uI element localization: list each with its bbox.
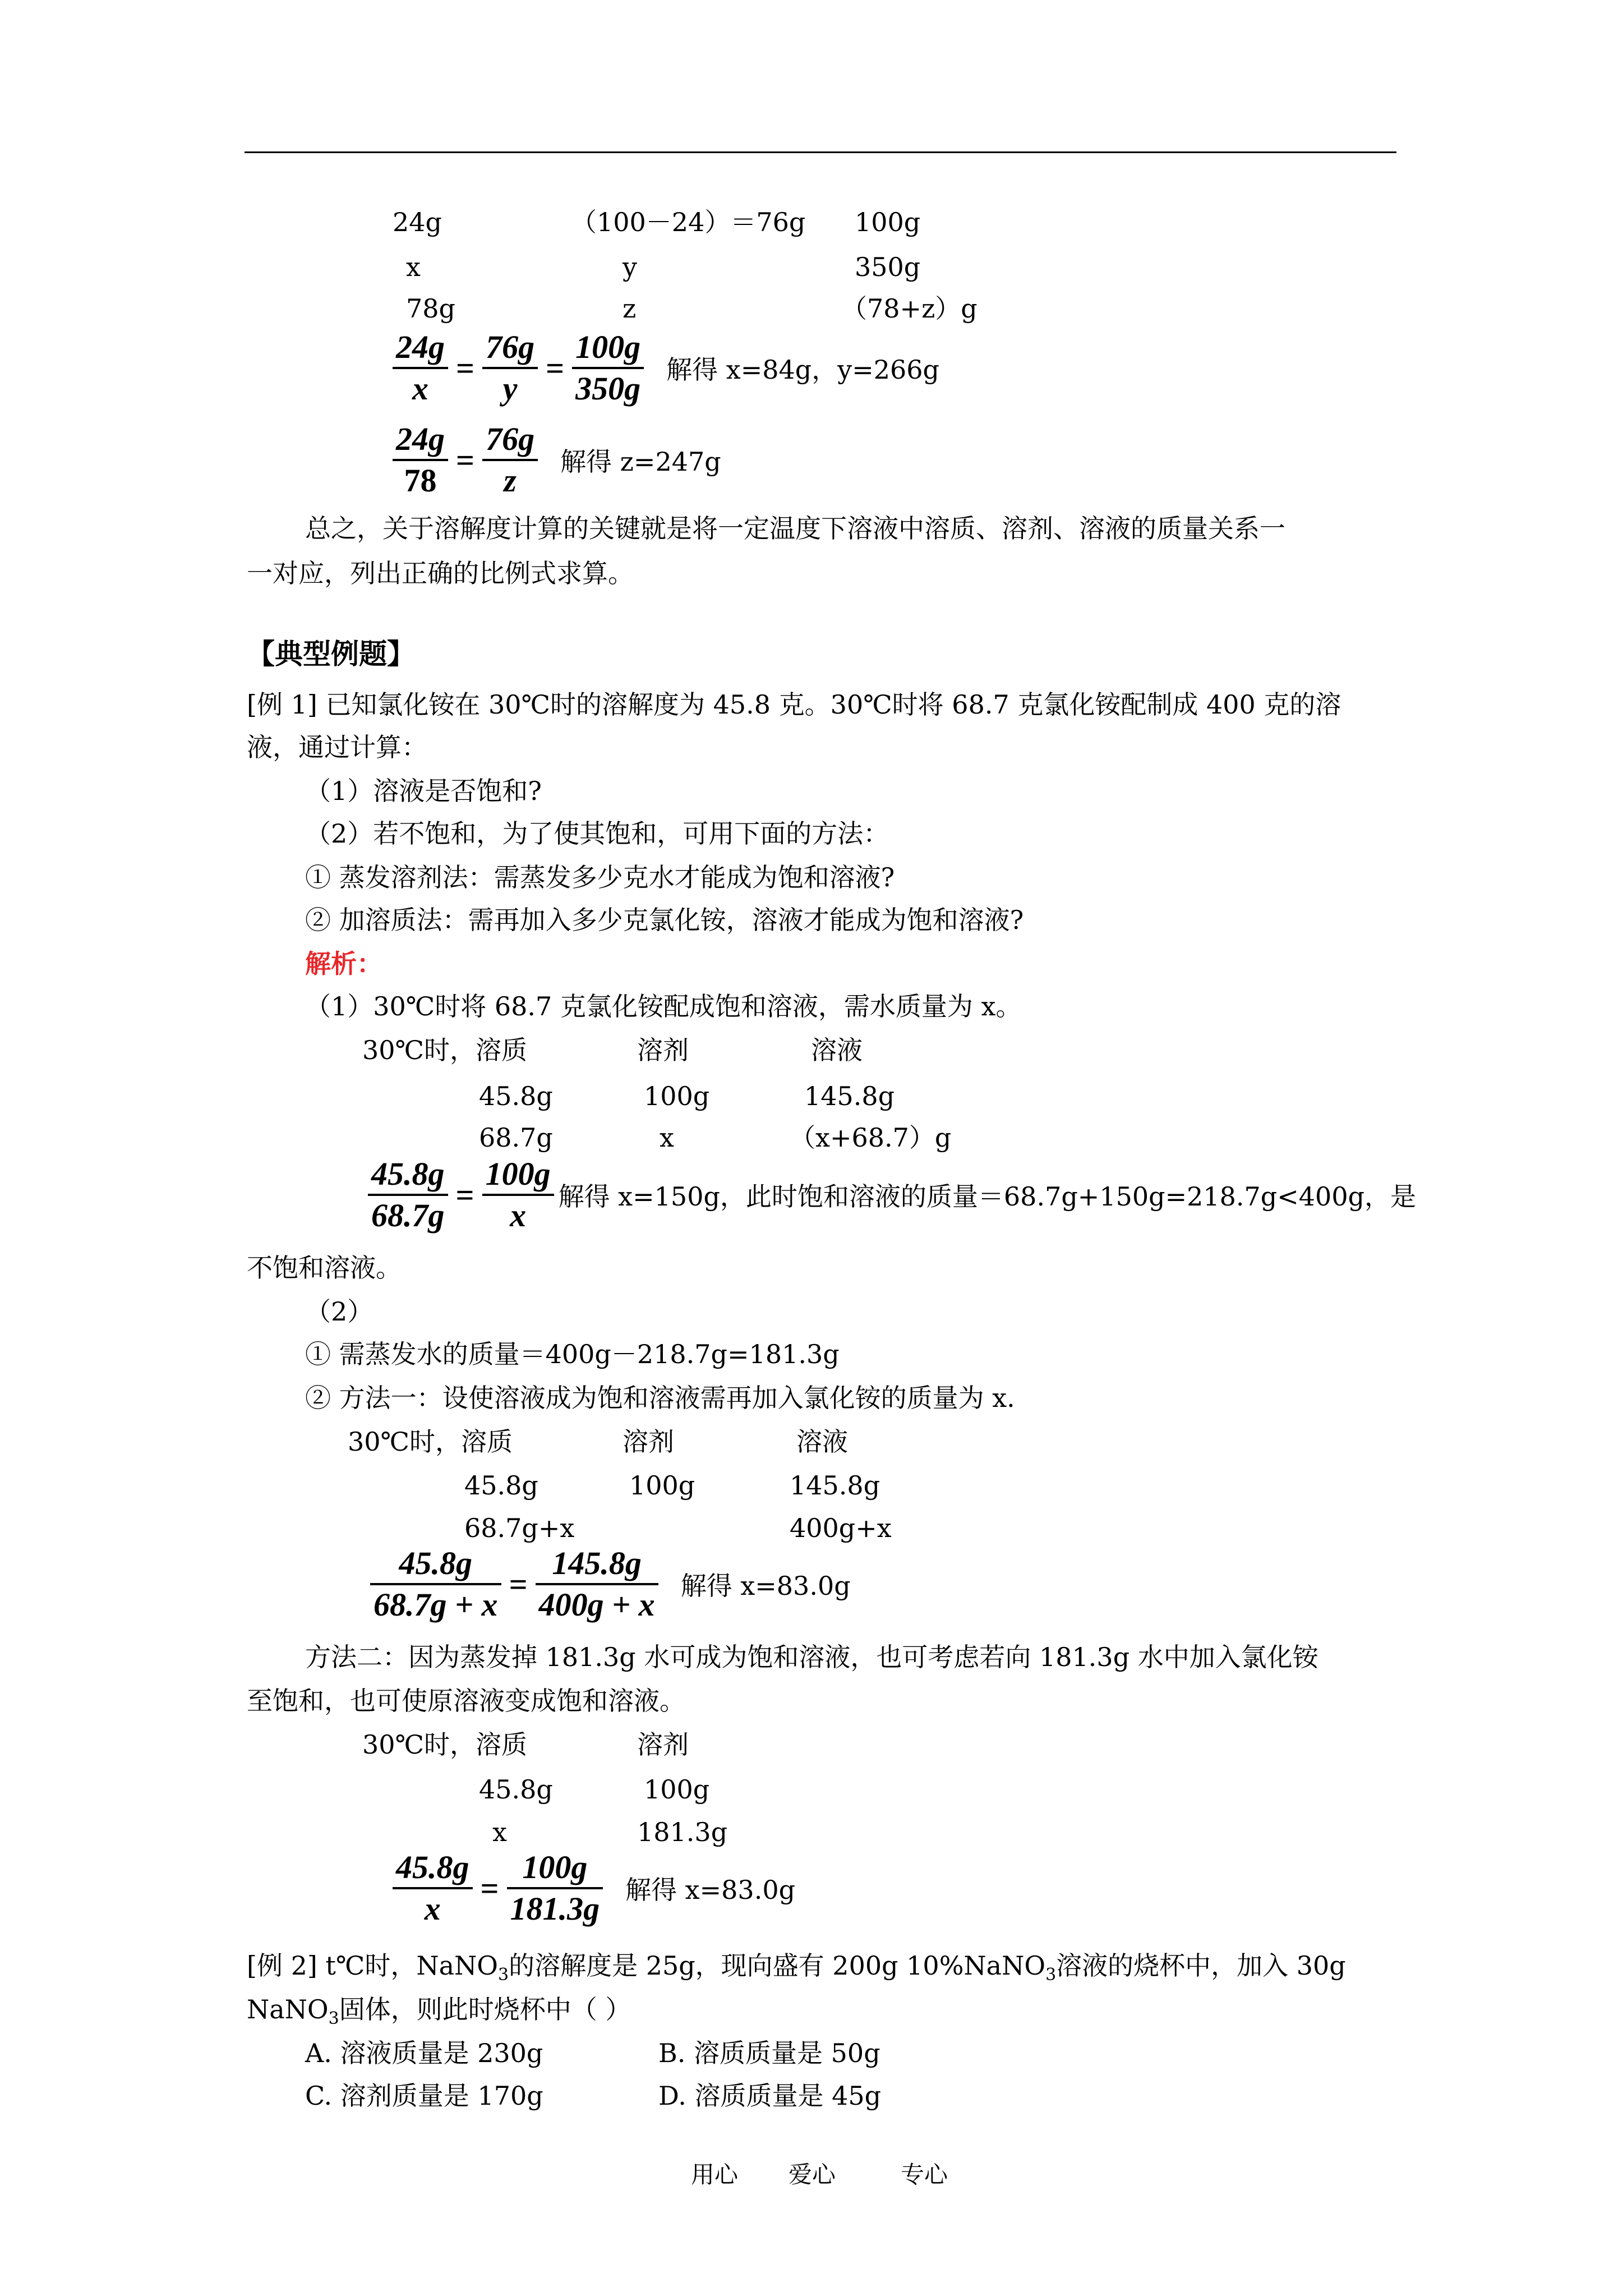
- analysis-label: 解析：: [305, 949, 382, 979]
- eq4-num2: 145.8g: [552, 1545, 642, 1581]
- footer-item-1: 用心: [691, 2161, 739, 2188]
- table1-r2-c1: x: [406, 252, 421, 282]
- t1-r1-c1: 45.8g: [479, 1081, 553, 1111]
- equation-5: [393, 1848, 795, 1929]
- eq1-num3: 100g: [575, 329, 641, 365]
- eq3-continuation: 不饱和溶液。: [247, 1253, 402, 1283]
- t2-r2-c1: 68.7g+x: [464, 1513, 575, 1543]
- t1-r1-c3: 145.8g: [804, 1081, 895, 1111]
- t1-r2-c1: 68.7g: [479, 1122, 553, 1153]
- t3-r2-c1: x: [492, 1817, 507, 1847]
- equation-2: [393, 420, 721, 500]
- t1-head-1: 30℃时，溶质: [362, 1035, 527, 1065]
- analysis-2-2: ② 方法一：设使溶液成为饱和溶液需再加入氯化铵的质量为 x.: [305, 1383, 1015, 1413]
- t1-r2-c2: x: [660, 1122, 674, 1153]
- footer-item-2: 爱心: [789, 2161, 836, 2188]
- t3-head-1: 30℃时，溶质: [362, 1729, 527, 1760]
- ex1-question-1: （1）溶液是否饱和?: [305, 776, 542, 806]
- eq2-result: 解得 z=247g: [560, 447, 721, 477]
- t1-r2-c3: （x+68.7）g: [790, 1122, 952, 1153]
- eq2-equals: =: [456, 441, 475, 478]
- option-d: D. 溶质质量是 45g: [658, 2081, 882, 2111]
- eq2-den1: 78: [404, 462, 437, 499]
- t2-head-2: 溶剂: [623, 1427, 674, 1457]
- t2-r1-c3: 145.8g: [790, 1470, 880, 1501]
- eq1-den1: x: [412, 370, 428, 407]
- ex2-line-2-b: 固体，则此时烧杯中（ ）: [339, 1994, 631, 2024]
- eq2-num1: 24g: [396, 421, 445, 457]
- eq4-result: 解得 x=83.0g: [680, 1571, 851, 1601]
- eq4-num1: 45.8g: [399, 1545, 473, 1581]
- ex2-line-1-c: 溶液的烧杯中，加入 30g: [1056, 1950, 1346, 1981]
- table1-r1-c3: 100g: [855, 207, 921, 237]
- eq5-num1: 45.8g: [396, 1849, 469, 1885]
- t3-head-2: 溶剂: [637, 1729, 689, 1760]
- t2-head-3: 溶液: [796, 1427, 848, 1457]
- eq1-equals-1: =: [456, 349, 475, 386]
- eq2-num2: 76g: [486, 421, 535, 457]
- analysis-1: （1）30℃时将 68.7 克氯化铵配成饱和溶液，需水质量为 x。: [305, 991, 1022, 1022]
- t2-r1-c1: 45.8g: [464, 1470, 538, 1501]
- eq1-den3: 350g: [575, 370, 641, 407]
- ex2-line-2-a: NaNO: [247, 1994, 329, 2024]
- option-a: A. 溶液质量是 230g: [305, 2038, 543, 2068]
- ex1-line-2: 液，通过计算：: [247, 732, 427, 762]
- equation-4: [370, 1544, 851, 1625]
- header-rule: [245, 151, 1396, 153]
- t3-r2-c2: 181.3g: [637, 1817, 728, 1847]
- ex2-line-1-a: [例 2] t℃时，NaNO: [247, 1950, 498, 1981]
- equation-3: [368, 1154, 1416, 1235]
- method-2-line-2: 至饱和，也可使原溶液变成饱和溶液。: [247, 1686, 685, 1716]
- ex2-sub-1: 3: [497, 1965, 509, 1985]
- table1-r3-c2: z: [623, 293, 637, 324]
- t2-r1-c2: 100g: [629, 1470, 695, 1501]
- eq4-equals: =: [509, 1566, 528, 1603]
- eq5-num2: 100g: [522, 1849, 588, 1885]
- eq5-equals: =: [480, 1870, 499, 1907]
- eq3-num1: 45.8g: [371, 1156, 445, 1192]
- eq1-num2: 76g: [486, 329, 535, 365]
- t1-r1-c2: 100g: [644, 1081, 710, 1111]
- eq1-den2: y: [502, 370, 518, 407]
- eq3-equals: =: [455, 1176, 474, 1213]
- t1-head-3: 溶液: [811, 1035, 863, 1065]
- ex2-line-1: [247, 1949, 1346, 1985]
- analysis-2: （2）: [305, 1296, 374, 1327]
- analysis-2-1: ① 需蒸发水的质量＝400g－218.7g=181.3g: [305, 1339, 840, 1369]
- eq5-den2: 181.3g: [510, 1890, 600, 1927]
- eq4-den1: 68.7g + x: [374, 1586, 498, 1623]
- t2-head-1: 30℃时，溶质: [348, 1427, 513, 1457]
- t3-r1-c2: 100g: [644, 1774, 710, 1805]
- ex2-sub-2: 3: [1045, 1965, 1057, 1985]
- option-c: C. 溶剂质量是 170g: [305, 2081, 543, 2111]
- ex1-question-2: （2）若不饱和，为了使其饱和，可用下面的方法：: [305, 818, 889, 849]
- eq3-num2: 100g: [485, 1156, 551, 1192]
- table1-r1-c1: 24g: [393, 207, 442, 237]
- ex2-sub-3: 3: [328, 2009, 339, 2029]
- summary-line-1: 总之，关于溶解度计算的关键就是将一定温度下溶液中溶质、溶剂、溶液的质量关系一: [305, 513, 1285, 544]
- eq1-num1: 24g: [396, 329, 445, 365]
- t1-head-2: 溶剂: [637, 1035, 689, 1065]
- equation-1: [393, 328, 939, 408]
- table1-r2-c3: 350g: [855, 252, 921, 282]
- eq1-result: 解得 x=84g，y=266g: [666, 355, 939, 385]
- eq3-den1: 68.7g: [371, 1197, 445, 1234]
- eq5-den1: x: [424, 1890, 441, 1927]
- eq4-den2: 400g + x: [538, 1586, 655, 1623]
- ex2-line-2: [247, 1993, 631, 2029]
- eq3-den2: x: [510, 1197, 527, 1234]
- t2-r2-c3: 400g+x: [790, 1513, 892, 1543]
- ex1-method-2: ② 加溶质法：需再加入多少克氯化铵，溶液才能成为饱和溶液?: [305, 905, 1024, 935]
- table1-r3-c1: 78g: [406, 293, 455, 324]
- table1-r1-c2: （100－24）＝76g: [571, 207, 806, 237]
- summary-line-2: 一对应，列出正确的比例式求算。: [247, 558, 634, 588]
- ex2-line-1-b: 的溶解度是 25g，现向盛有 200g 10%NaNO: [509, 1950, 1046, 1981]
- footer-item-3: 专心: [901, 2161, 948, 2188]
- eq2-den2: z: [504, 462, 517, 499]
- t3-r1-c1: 45.8g: [479, 1774, 553, 1805]
- option-b: B. 溶质质量是 50g: [658, 2038, 880, 2068]
- table1-r3-c3: （78+z）g: [841, 293, 978, 324]
- eq5-result: 解得 x=83.0g: [625, 1875, 796, 1905]
- section-title: 【典型例题】: [247, 637, 415, 670]
- ex1-method-1: ① 蒸发溶剂法：需蒸发多少克水才能成为饱和溶液?: [305, 862, 895, 892]
- eq1-equals-2: =: [546, 349, 565, 386]
- ex1-line-1: [例 1] 已知氯化铵在 30℃时的溶解度为 45.8 克。30℃时将 68.7 克氯化铵配制成 400 克的溶: [247, 689, 1341, 720]
- method-2-line-1: 方法二：因为蒸发掉 181.3g 水可成为饱和溶液，也可考虑若向 181.3g 水中加入氯化铵: [305, 1642, 1318, 1672]
- eq3-text: 解得 x=150g，此时饱和溶液的质量＝68.7g+150g=218.7g<400g，是: [558, 1181, 1417, 1212]
- table1-r2-c2: y: [623, 252, 637, 282]
